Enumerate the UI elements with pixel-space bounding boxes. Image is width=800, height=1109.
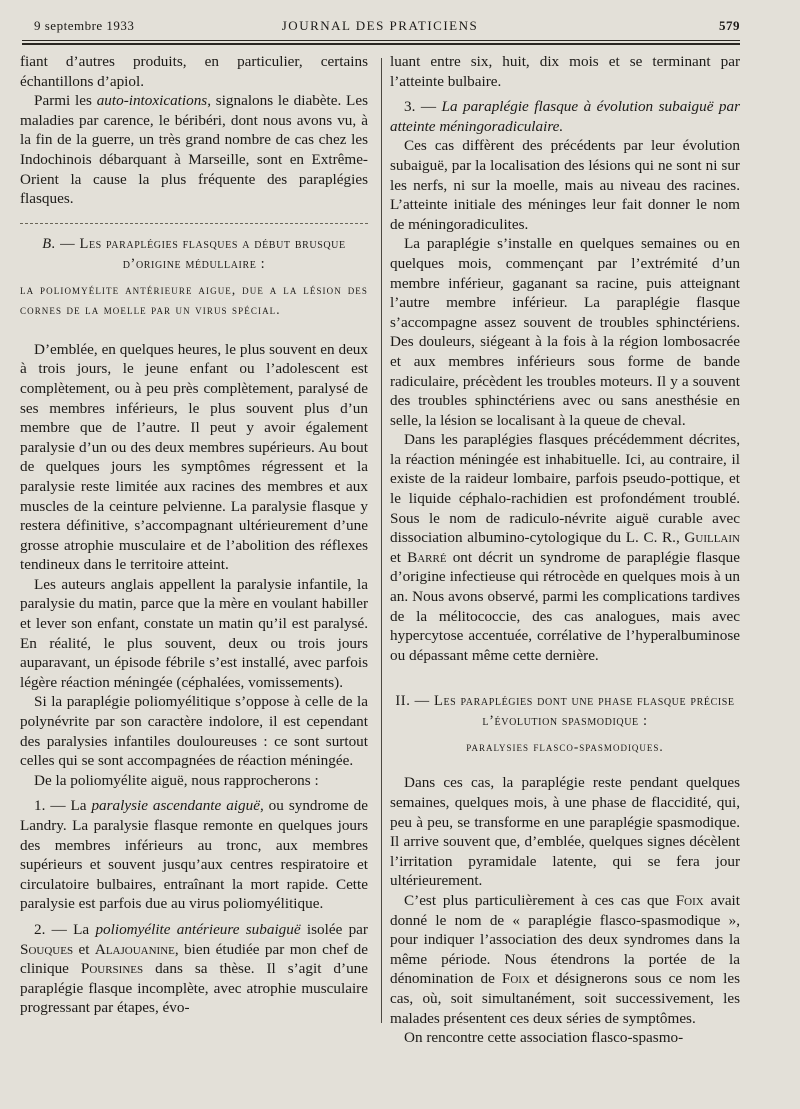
section-separator bbox=[20, 223, 368, 224]
paragraph: D’emblée, en quelques heures, le plus souvent en deux à trois jours, le jeune enfant ou l’adolescent est complètement, ou à peu près complètement, paralysé de ses membres inférieurs, le plus souvent plus d’un membre que de l’autre. Il peut y avoir également paralysie d’un ou des deux membres supérieurs. Au bout de quelques jours les symptômes régressent et la paralysie reste limitée aux racines des membres et aux muscles de la ceinture pelvienne. La paralysie flasque y restera définitive, s’accompagnant ultérieurement d’une grosse atrophie musculaire et de l’abolition des réflexes tendineux dans le territoire atteint. bbox=[20, 340, 368, 574]
paragraph: Parmi les auto-intoxications, signalons le diabète. Les maladies par carence, le béribéri, dont nous avons vu, à la fin de la guerre, un très grand nombre de cas chez les Indochinois débarquant à Marseille, sont en Extrême-Orient la cause la plus fréquente des paraplégies flasques. bbox=[20, 92, 368, 208]
left-column bbox=[20, 52, 368, 1018]
paragraph: Les auteurs anglais appellent la paralysie infantile, la paralysie du matin, parce que la mère en voulant habiller et lever son enfant, constate un matin qu’il est paralysé. En réalité, le plus souvent, deux ou trois jours auparavant, un épisode fébrile s’est installé, avec parfois légère réaction méningée (céphalées, vomissements). bbox=[20, 575, 368, 691]
section-subheading: la poliomyélite antérieure aigue, due a la lésion des cornes de la moelle par un virus spécial. bbox=[20, 281, 368, 317]
paragraph: La paraplégie s’installe en quelques semaines ou en quelques mois, commençant par l’extrémité d’un membre inférieur, gaganant sa racine, puis atteignant l’autre membre inférieur. La paraplégie flasque s’accompagne assez souvent de troubles sphinctériens. Des douleurs, siégeant à la fois à la région lombosacrée et aux membres inférieurs sous forme de bande radiculaire, précèdent les troubles moteurs. Il y a souvent des troubles sphinctériens avec ou sans anesthésie en selle, la lésion se localisant à la queue de cheval. bbox=[390, 235, 740, 429]
paragraph: 3. — La paraplégie flasque à évolution subaiguë par atteinte méningoradiculaire. bbox=[390, 98, 741, 135]
paragraph: luant entre six, huit, dix mois et se terminant par l’atteinte bulbaire. bbox=[390, 53, 740, 90]
paragraph: C’est plus particulièrement à ces cas que Foix avait donné le nom de « paraplégie flasco-spasmodique », pour indiquer l’association des deux syndromes dans la même période. Nous étendrons la portée de la dénomination de Foix et désignerons sous ce nom les cas, où, soit simultanément, soit successivement, les malades présentent ces deux séries de symptômes. bbox=[390, 891, 741, 1027]
paragraph: Si la paraplégie poliomyélitique s’oppose à celle de la polynévrite par son caractère indolore, il est cependant des paralysies infantiles douloureuses : ce sont surtout celles qui se sont accompagnées de réaction méningée. bbox=[20, 693, 368, 770]
paragraph: De la poliomyélite aiguë, nous rapprocherons : bbox=[34, 771, 319, 789]
header-rule-thick bbox=[22, 43, 740, 45]
paragraph: Ces cas diffèrent des précédents par leur évolution subaiguë, par la localisation des lésions qui ne sont ni sur les nerfs, ni sur la moelle, mais au niveau des racines. L’atteinte initiale des méninges leur fait donner le nom de méningoradiculites. bbox=[390, 137, 740, 233]
paragraph: 1. — La paralysie ascendante aiguë, ou syndrome de Landry. La paralysie flasque remonte en quelques jours des membres inférieurs au tronc, aux membres supérieurs et souvent jusqu’aux centres respiratoire et circulatoire bulbaires, entraînant la mort rapide. Cette paralysie est parfois due au virus poliomyélitique. bbox=[20, 797, 368, 913]
running-header bbox=[22, 18, 738, 40]
header-journal-title: JOURNAL DES PRATICIENS bbox=[281, 18, 479, 33]
header-date: 9 septembre 1933 bbox=[34, 18, 135, 33]
header-page-number: 579 bbox=[719, 18, 740, 33]
column-divider bbox=[381, 58, 382, 1023]
paragraph: 2. — La poliomyélite antérieure subaiguë isolée par Souques et Alajouanine, bien étudiée par mon chef de clinique Poursines dans sa thèse. Il s’agit d’une paraplégie flasque incomplète, avec atrophie musculaire progressant par étapes, évo- bbox=[20, 920, 369, 1017]
header-rule-thin bbox=[22, 40, 740, 41]
right-column bbox=[390, 52, 740, 1048]
paragraph: Dans ces cas, la paraplégie reste pendant quelques semaines, quelques mois, à une phase de flaccidité, qui, peu à peu, se transforme en une paraplégie spasmodique. Il arrive souvent que, d’emblée, quelques signes décèlent l’irritation pyramidale latente, qui se fera jour ultérieurement. bbox=[390, 774, 740, 890]
paragraph: On rencontre cette association flasco-spasmo- bbox=[404, 1029, 684, 1047]
section-heading-b: B. — Les paraplégies flasques a début brusque d’origine médullaire : bbox=[42, 235, 346, 272]
section-subheading: paralysies flasco-spasmodiques. bbox=[466, 739, 664, 755]
paragraph: fiant d’autres produits, en particulier, certains échantillons d’apiol. bbox=[20, 53, 368, 90]
paragraph: Dans les paraplégies flasques précédemment décrites, la réaction méningée est inhabituelle. Ici, au contraire, il existe de la raideur lombaire, parfois pseudo-pottique, et le liquide céphalo-rachidien est profondément troublé. Sous le nom de radiculo-névrite aiguë curable avec dissociation albumino-cytologique du L. C. R., Guillain et Barré ont décrit un syndrome de paraplégie flasque d’origine infectieuse qui rétrocède en quelques mois à un an. Nous avons observé, parmi les complications tardives de la mélitococcie, des cas analogues, mais avec hypercytose accentuée, corrélative de l’hyperalbuminose ou dépassant même cette dernière. bbox=[390, 431, 740, 664]
section-heading-ii: II. — Les paraplégies dont une phase flasque précise l’évolution spasmodique : bbox=[395, 693, 735, 730]
